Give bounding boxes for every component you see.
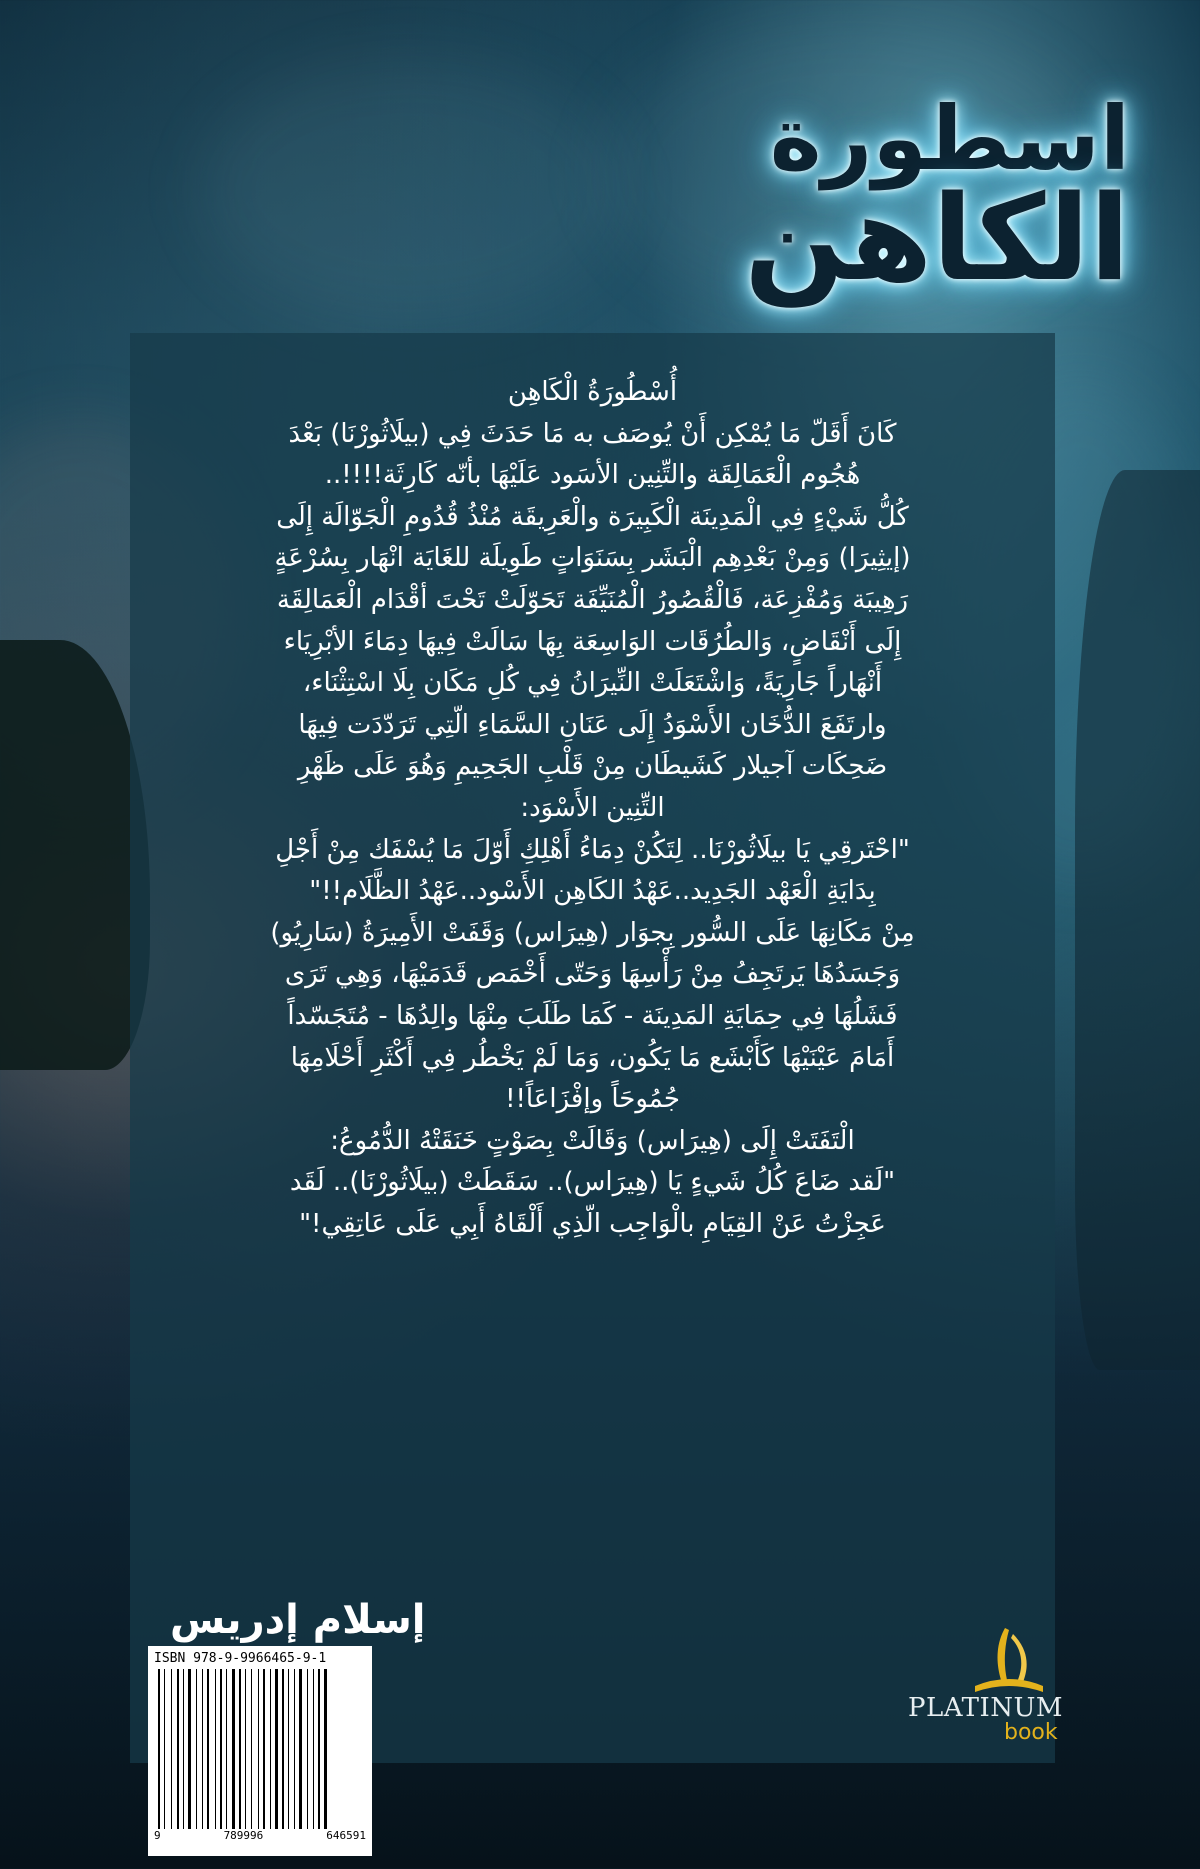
- barcode-bar: [288, 1669, 289, 1829]
- barcode-bar: [226, 1669, 227, 1829]
- barcode-bar: [299, 1669, 302, 1829]
- barcode-bar: [158, 1669, 160, 1829]
- blurb-text: [150, 372, 1035, 1245]
- blurb-line: وَجَسَدُهَا يَرتَجِفُ مِنْ رَأْسِهَا وَحَتّى أَخْمَص قَدَمَيْهَا، وَهِي تَرَى: [284, 959, 901, 990]
- blurb-line: التِّنِين الأَسْوَد:: [520, 792, 665, 823]
- publisher-sub: book: [1004, 1720, 1058, 1745]
- barcode-bar: [164, 1669, 165, 1829]
- book-title: [744, 87, 1130, 307]
- blurb-line: كَانَ أَقَلّ مَا يُمْكِن أَنْ يُوصَف به مَا حَدَثَ فِي (بيلَاثُورْنَا) بَعْدَ: [288, 418, 897, 449]
- blurb-line: (إيثِيرَا) وَمِنْ بَعْدِهِم الْبَشَر بِسَنَوَاتٍ طَوِيلَة للغَايَة انْهَار بِسُرْعَةٍ: [274, 543, 911, 574]
- author-name: إسلام إدريس: [170, 1597, 426, 1643]
- barcode-bar: [202, 1669, 203, 1829]
- blurb-line: بِدَايَةِ الْعَهْد الجَدِيد..عَهْدُ الكَاهِن الأَسْود..عَهْدُ الظَّلَام!!": [309, 876, 876, 907]
- feather-book-icon: [975, 1628, 1043, 1692]
- blurb-line: إِلَى أَنْقَاضٍ، وَالطُرُقَات الوَاسِعَة بِهَا سَالَتْ فِيهَا دِمَاءَ الأبْرِيَاء: [283, 626, 902, 657]
- isbn-barcode: [148, 1646, 372, 1856]
- barcode-digits: [154, 1829, 366, 1843]
- book-title-line1: اسطورة: [769, 87, 1130, 190]
- barcode-bar: [263, 1669, 265, 1829]
- barcode-digits-mid: 789996: [223, 1829, 264, 1842]
- barcode-bar: [220, 1669, 222, 1829]
- blurb-line: ضَحِكَات آجيلار كَشَيطَان مِنْ قَلْبِ الجَحِيمِ وَهُوَ عَلَى ظَهْرِ: [297, 751, 888, 782]
- barcode-bar: [188, 1669, 191, 1829]
- barcode-bar: [275, 1669, 278, 1829]
- barcode-bar: [239, 1669, 241, 1829]
- blurb-line: "لَقد ضَاعَ كُلُ شَيءٍ يَا (هِيرَاس).. سَقَطَتْ (بيلَاثُورْنَا).. لَقَد: [289, 1167, 896, 1198]
- blurb-line: أُسْطُورَةُ الْكَاهِن: [507, 377, 678, 407]
- barcode-bar: [318, 1669, 320, 1829]
- blurb-line: أَنْهَاراً جَارِيَةً، وَاشْتَعَلَتْ النِّيرَانُ فِي كُلِ مَكَان بِلَا اسْتِثْنَاء،: [302, 668, 883, 699]
- barcode-bar: [177, 1669, 179, 1829]
- barcode-bar: [215, 1669, 216, 1829]
- barcode-bar: [258, 1669, 259, 1829]
- blurb-line: كُلُّ شَيْءٍ فِي الْمَدِينَة الْكَبِيرَة والْعَرِيقَة مُنْذُ قُدُومِ الْجَوّالَة إِلَى: [276, 501, 909, 532]
- barcode-bar: [307, 1669, 308, 1829]
- blurb-line: جُمُوحَاً وإفْزَاعَاً!!: [505, 1084, 680, 1115]
- book-title-line2: الكاهن: [744, 169, 1130, 307]
- blurb-line: عَجِزْتُ عَنْ القِيَامِ بالْوَاجِب الّذِي أَلْقَاهُ أَبِي عَلَى عَاتِقِي!": [299, 1208, 886, 1239]
- blurb-line: فَشَلُهَا فِي حِمَايَةِ المَدِينَة - كَمَا طَلَبَ مِنْهَا والِدُهَا - مُتَجَسّداً: [287, 1000, 898, 1031]
- blurb-line: مِنْ مَكَانِهَا عَلَى السُّور بِجوَار (هِيرَاس) وَقَفَتْ الأَمِيرَةُ (سَارِيُو): [270, 917, 915, 948]
- barcode-bar: [313, 1669, 314, 1829]
- blurb-line: رَهِيبَة وَمُفْزِعَة، فَالْقُصُورُ الْمُنَيِّفَة تَحَوّلَتْ تَحْتَ أقْدَام الْعَمَالِقَة: [276, 584, 909, 615]
- blurb-line: الْتَفَتَتْ إِلَى (هِيرَاس) وَقَالَتْ بِصَوْتٍ خَنَقَتْهُ الدُّمُوعُ:: [330, 1125, 855, 1156]
- barcode-bar: [294, 1669, 295, 1829]
- blurb-line: "احْتَرقِي يَا بيلَاثُورْنَا.. لِتَكُنْ دِمَاءُ أَهْلِكِ أَوّلَ مَا يُسْفَك مِنْ أَجْلِ: [275, 834, 910, 865]
- background-cliff: [1075, 470, 1200, 1370]
- barcode-digits-right: 646591: [326, 1829, 366, 1842]
- barcode-bar: [251, 1669, 252, 1829]
- background-mist: [200, 60, 620, 320]
- barcode-bars: [154, 1669, 366, 1829]
- blurb-line: وارتَفَعَ الدُّخَان الأَسْوَدُ إِلَى عَنَانِ السَّمَاءِ الّتِي تَرَدّدَت فِيهَا: [298, 709, 887, 740]
- barcode-bar: [270, 1669, 271, 1829]
- blurb-line: أَمَامَ عَيْنَيْهَا كَأَبْشَع مَا يَكُون، وَمَا لَمْ يَخْطُر فِي أَكْثَرِ أَحْلَامِهَا: [290, 1042, 895, 1073]
- barcode-bar: [207, 1669, 209, 1829]
- barcode-bar: [324, 1669, 327, 1829]
- barcode-bar: [171, 1669, 172, 1829]
- publisher-name: PLATINUM: [908, 1693, 1064, 1723]
- isbn-number: ISBN 978-9-9966465-9-1: [154, 1651, 327, 1666]
- barcode-bar: [183, 1669, 184, 1829]
- barcode-bar: [245, 1669, 246, 1829]
- barcode-bar: [232, 1669, 235, 1829]
- barcode-digit-left: 9: [154, 1829, 161, 1842]
- blurb-line: هُجُوم الْعَمَالِقَة والتِّنِين الأسَود عَلَيْهَا بأنّه كَارِثَة!!!!..: [324, 460, 861, 491]
- barcode-bar: [196, 1669, 197, 1829]
- barcode-bar: [282, 1669, 284, 1829]
